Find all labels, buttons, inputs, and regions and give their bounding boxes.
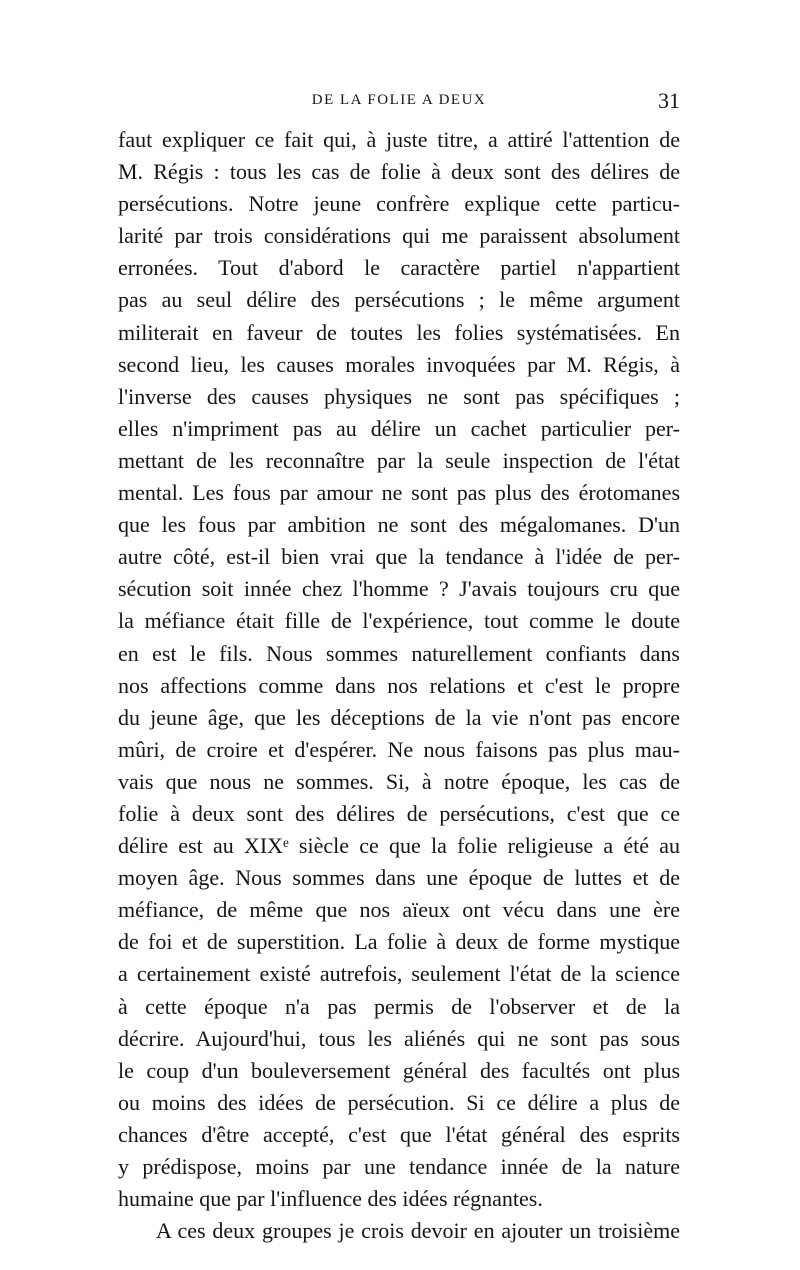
running-head [118, 90, 680, 114]
text-line: l'inverse des causes physiques ne sont pas spécifiques ; [118, 383, 680, 409]
text-line: pas au seul délire des persécutions ; le même argument [118, 287, 680, 313]
text-line: délire est au XIXᵉ siècle ce que la folie religieuse a été au [118, 833, 680, 859]
text-line: faut expliquer ce fait qui, à juste titre, a attiré l'attention de [118, 127, 680, 152]
text-line: méfiance, de même que nos aïeux ont vécu dans une ère [118, 897, 680, 923]
text-line: militerait en faveur de toutes les folies systématisées. En [118, 319, 680, 345]
text-line: larité par trois considérations qui me paraissent absolument [118, 223, 680, 249]
page-number: 31 [658, 88, 680, 113]
text-line: que les fous par ambition ne sont des mégalomanes. D'un [118, 512, 680, 538]
text-line: le coup d'un bouleversement général des facultés ont plus [118, 1057, 680, 1083]
text-line: sécution soit innée chez l'homme ? J'avais toujours cru que [118, 576, 680, 602]
text-line: en est le fils. Nous sommes naturellement confiants dans [118, 640, 680, 666]
text-line-paragraph-start: A ces deux groupes je crois devoir en ajouter un troisième [156, 1218, 680, 1244]
text-line: mûri, de croire et d'espérer. Ne nous faisons pas plus mau- [118, 736, 680, 762]
text-line: ou moins des idées de persécution. Si ce délire a plus de [118, 1089, 680, 1115]
text-line: décrire. Aujourd'hui, tous les aliénés qui ne sont pas sous [118, 1025, 680, 1051]
text-line: M. Régis : tous les cas de folie à deux sont des délires de [118, 159, 680, 185]
text-line: autre côté, est-il bien vrai que la tendance à l'idée de per- [118, 544, 680, 570]
running-title: DE LA FOLIE A DEUX [311, 92, 487, 108]
text-line: la méfiance était fille de l'expérience, tout comme le doute [118, 608, 680, 634]
text-line: second lieu, les causes morales invoquées par M. Régis, à [118, 351, 680, 377]
text-line: du jeune âge, que les déceptions de la vie n'ont pas encore [118, 704, 680, 730]
text-line: mettant de les reconnaître par la seule inspection de l'état [118, 447, 680, 473]
text-line-paragraph-end: humaine que par l'influence des idées régnantes. [118, 1186, 543, 1212]
body-text [118, 124, 680, 1247]
text-line: a certainement existé autrefois, seulement l'état de la science [118, 961, 680, 987]
text-line: de foi et de superstition. La folie à deux de forme mystique [118, 929, 680, 955]
text-line: chances d'être accepté, c'est que l'état général des esprits [118, 1121, 680, 1147]
text-line: elles n'impriment pas au délire un cachet particulier per- [118, 415, 680, 441]
text-line: erronées. Tout d'abord le caractère partiel n'appartient [118, 255, 680, 281]
text-line: mental. Les fous par amour ne sont pas plus des érotomanes [118, 480, 680, 506]
text-line: vais que nous ne sommes. Si, à notre époque, les cas de [118, 768, 680, 794]
text-line: à cette époque n'a pas permis de l'observer et de la [118, 993, 680, 1019]
text-line: nos affections comme dans nos relations et c'est le propre [118, 672, 680, 698]
text-line: y prédispose, moins par une tendance innée de la nature [118, 1154, 680, 1179]
text-line: folie à deux sont des délires de persécutions, c'est que ce [118, 800, 680, 826]
text-line: moyen âge. Nous sommes dans une époque de luttes et de [118, 865, 680, 891]
text-line: persécutions. Notre jeune confrère explique cette particu- [118, 191, 680, 217]
